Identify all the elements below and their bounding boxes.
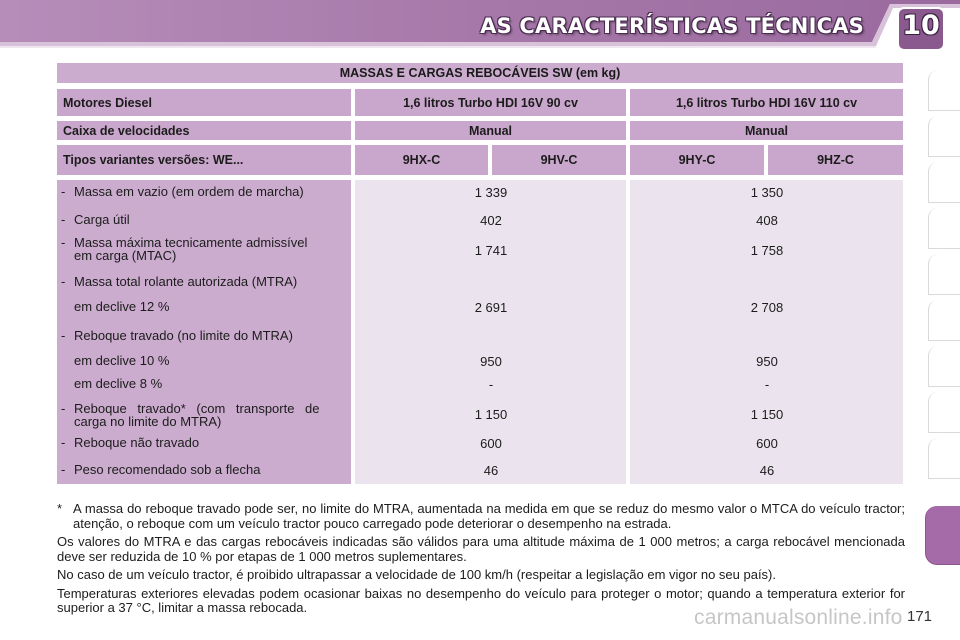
chapter-tab[interactable] (928, 438, 960, 479)
row-dash: - (61, 274, 66, 289)
row-label: Massa máxima tecnicamente admissível (74, 235, 308, 250)
row-label: Massa em vazio (em ordem de marcha) (74, 184, 304, 199)
row-value-2: 600 (756, 436, 778, 451)
variants-label: Tipos variantes versões: WE... (57, 145, 351, 175)
chapter-tab[interactable] (928, 254, 960, 295)
row-label: Reboque travado (no limite do MTRA) (74, 328, 293, 343)
chapter-tab[interactable] (928, 162, 960, 203)
row-value-2: 1 758 (750, 243, 784, 258)
row-label: em declive 8 % (74, 376, 163, 391)
row-dash: - (61, 462, 66, 477)
row-value-1: 950 (480, 354, 502, 369)
variant-col: 9HX-C (355, 145, 488, 175)
row-dash: - (61, 212, 66, 227)
chapter-tab[interactable] (928, 346, 960, 387)
chapter-tab[interactable] (928, 70, 960, 111)
row-value-2: 1 350 (750, 185, 784, 200)
chapter-tab[interactable] (928, 392, 960, 433)
chapter-number: 10 (902, 10, 940, 41)
row-value-2: 1 150 (750, 407, 784, 422)
row-dash: - (61, 401, 66, 416)
page-number: 171 (907, 608, 933, 625)
row-dash: - (61, 435, 66, 450)
page-title: AS CARACTERÍSTICAS TÉCNICAS (480, 14, 864, 38)
row-label: em declive 12 % (74, 299, 170, 314)
row-dash: - (61, 328, 66, 343)
row-value-1: 1 339 (474, 185, 508, 200)
table-title: MASSAS E CARGAS REBOCÁVEIS SW (em kg) (57, 63, 903, 83)
footnote-marker: * (57, 501, 63, 516)
chapter-tab[interactable] (928, 116, 960, 157)
engines-label: Motores Diesel (57, 89, 351, 116)
watermark: carmanualsonline.info (694, 606, 903, 629)
row-label: Reboque não travado (74, 435, 200, 450)
row-label: em declive 10 % (74, 353, 170, 368)
row-label-line2: em carga (MTAC) (74, 248, 177, 263)
row-label: Reboque travado* (com transporte de (74, 401, 320, 416)
row-value-2: 2 708 (750, 300, 784, 315)
row-dash: - (61, 235, 66, 250)
note-paragraph: Os valores do MTRA e das cargas rebocáveis indicadas são válidos para uma altitude máxima de 1 000 metros; a carga rebocável mencionada deve ser reduzida de 10 % por etapas de 1 000 metros suplementares. (57, 534, 905, 564)
row-value-1: 1 150 (474, 407, 508, 422)
row-value-1: 46 (483, 463, 499, 478)
variant-col: 9HZ-C (768, 145, 903, 175)
engine-col-2: 1,6 litros Turbo HDI 16V 110 cv (630, 89, 903, 116)
row-value-1: 1 741 (474, 243, 508, 258)
row-value-2: 408 (756, 213, 778, 228)
row-dash: - (61, 184, 66, 199)
note-paragraph: No caso de um veículo tractor, é proibido ultrapassar a velocidade de 100 km/h (respeitar a legislação em vigor no seu país). (57, 567, 776, 582)
header-band (0, 0, 960, 56)
row-label: Massa total rolante autorizada (MTRA) (74, 274, 298, 289)
chapter-tab[interactable] (928, 208, 960, 249)
row-value-2: 46 (759, 463, 775, 478)
row-value-1: 600 (480, 436, 502, 451)
row-label: Peso recomendado sob a flecha (74, 462, 261, 477)
chapter-tab-active[interactable] (925, 506, 960, 565)
note-paragraph: Temperaturas exteriores elevadas podem ocasionar baixas no desempenho do veículo para proteger o motor; quando a temperatura exterior for superior a 37 °C, limitar a massa rebocada. (57, 585, 905, 615)
chapter-tabs (928, 70, 960, 630)
chapter-tab[interactable] (928, 300, 960, 341)
row-value-1: - (488, 377, 494, 392)
row-label-line2: carga no limite do MTRA) (74, 414, 222, 429)
row-value-1: 402 (480, 213, 502, 228)
gearbox-col-1: Manual (355, 121, 626, 140)
row-value-2: 950 (756, 354, 778, 369)
variant-col: 9HY-C (630, 145, 764, 175)
footnote-text: A massa do reboque travado pode ser, no limite do MTRA, aumentada na medida em que se reduz do mesmo valor o MTCA do veículo tractor; atenção, o reboque com um veículo tractor pouco carregado pode deteriorar o desempenho na estrada. (73, 501, 905, 531)
row-value-2: - (764, 377, 770, 392)
gearbox-col-2: Manual (630, 121, 903, 140)
variant-col: 9HV-C (492, 145, 626, 175)
engine-col-1: 1,6 litros Turbo HDI 16V 90 cv (355, 89, 626, 116)
notes-section (57, 502, 905, 620)
row-label: Carga útil (74, 212, 130, 227)
row-value-1: 2 691 (474, 300, 508, 315)
footnote (57, 502, 905, 531)
gearbox-label: Caixa de velocidades (57, 121, 351, 140)
